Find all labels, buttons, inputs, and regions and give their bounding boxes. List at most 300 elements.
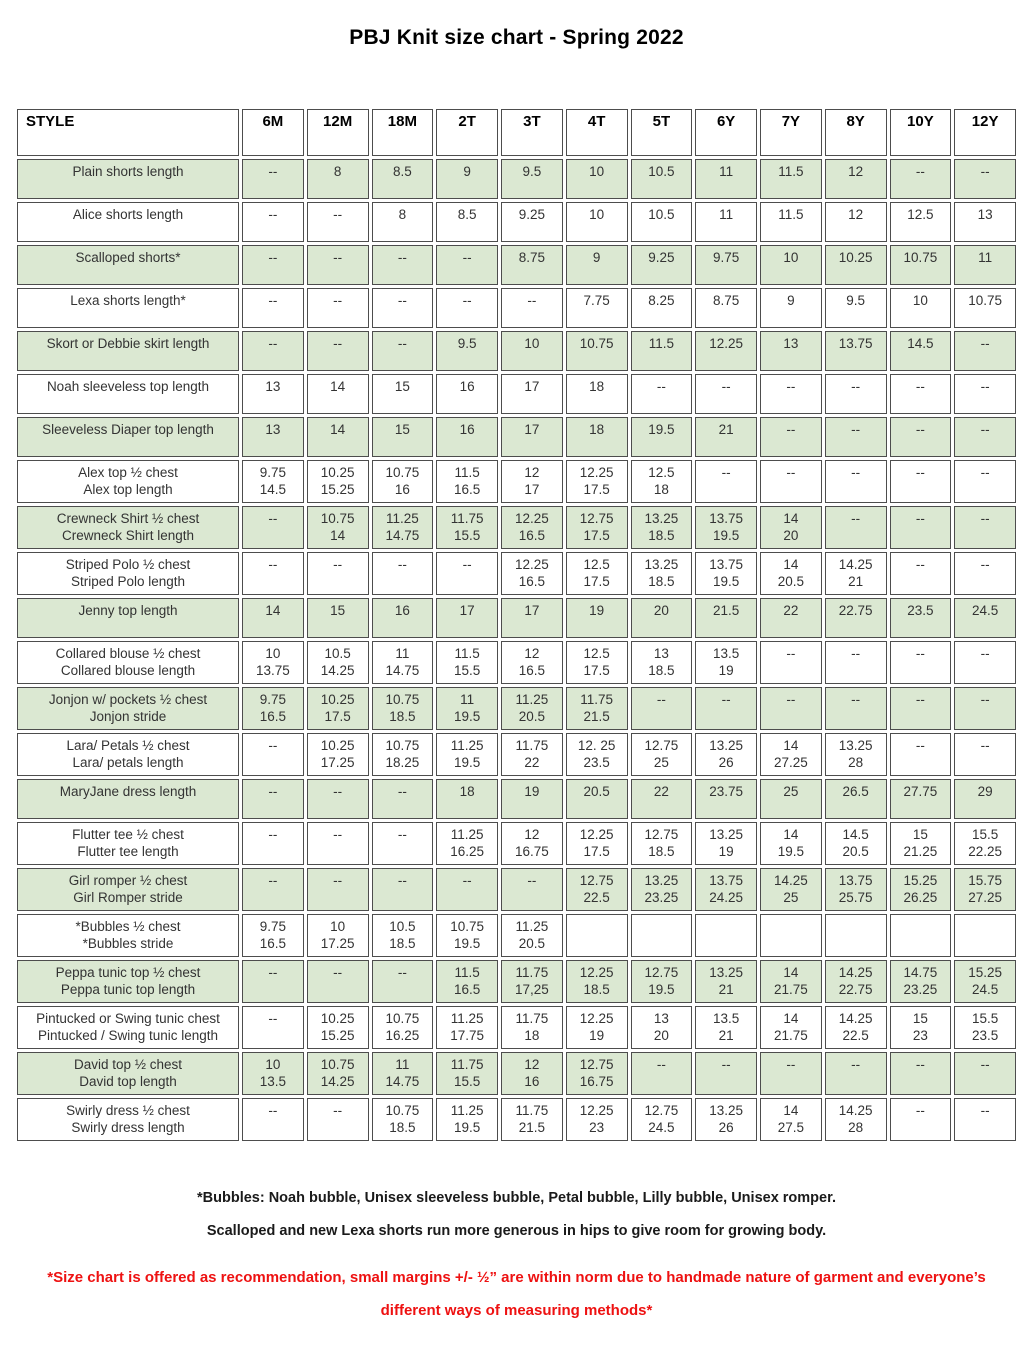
size-value-cell: 12. 25 23.5 — [566, 733, 628, 776]
table-row — [17, 374, 1016, 414]
size-value-cell: 11.25 17.75 — [436, 1006, 498, 1049]
column-header-size: 7Y — [760, 109, 822, 156]
size-value-cell: -- — [954, 552, 1016, 595]
size-value-cell — [954, 914, 1016, 957]
size-value-cell: 13.25 18.5 — [631, 506, 693, 549]
size-value-cell: -- — [372, 960, 434, 1003]
size-value-cell: 14.25 28 — [825, 1098, 887, 1141]
size-value-cell: 10.25 — [825, 245, 887, 285]
size-value-cell: 11.25 14.75 — [372, 506, 434, 549]
size-value-cell: 10.25 15.25 — [307, 460, 369, 503]
size-value-cell: -- — [372, 822, 434, 865]
size-value-cell: 10.5 — [631, 202, 693, 242]
size-value-cell: -- — [307, 552, 369, 595]
size-value-cell: 11.25 19.5 — [436, 733, 498, 776]
size-value-cell: -- — [954, 506, 1016, 549]
size-value-cell: 13 — [242, 417, 304, 457]
size-value-cell: 8.25 — [631, 288, 693, 328]
column-header-size: 4T — [566, 109, 628, 156]
style-label-cell: Crewneck Shirt ½ chest Crewneck Shirt length — [17, 506, 239, 549]
size-value-cell: 13.5 19 — [695, 641, 757, 684]
style-label-cell: Sleeveless Diaper top length — [17, 417, 239, 457]
size-value-cell: 7.75 — [566, 288, 628, 328]
size-value-cell: 12 — [825, 159, 887, 199]
size-value-cell: 12.5 17.5 — [566, 552, 628, 595]
size-value-cell: -- — [501, 288, 563, 328]
size-value-cell: 13 — [954, 202, 1016, 242]
table-row — [17, 159, 1016, 199]
size-value-cell: 12.25 18.5 — [566, 960, 628, 1003]
table-row — [17, 914, 1016, 957]
size-value-cell: 10 — [760, 245, 822, 285]
size-value-cell: 14 — [307, 417, 369, 457]
size-value-cell: 17 — [501, 374, 563, 414]
size-value-cell: 15.25 26.25 — [890, 868, 952, 911]
size-value-cell — [825, 914, 887, 957]
style-label-cell: Peppa tunic top ½ chest Peppa tunic top length — [17, 960, 239, 1003]
size-value-cell: -- — [954, 1052, 1016, 1095]
column-header-size: 12Y — [954, 109, 1016, 156]
size-value-cell: -- — [631, 1052, 693, 1095]
size-value-cell: 11.25 16.25 — [436, 822, 498, 865]
size-value-cell: 13.75 24.25 — [695, 868, 757, 911]
size-value-cell: 14 20.5 — [760, 552, 822, 595]
size-value-cell: 12.5 — [890, 202, 952, 242]
size-value-cell: 15.5 22.25 — [954, 822, 1016, 865]
size-value-cell: 12 17 — [501, 460, 563, 503]
size-value-cell: 17 — [501, 417, 563, 457]
size-value-cell: 10 — [501, 331, 563, 371]
size-value-cell: -- — [954, 417, 1016, 457]
size-value-cell: 15.5 23.5 — [954, 1006, 1016, 1049]
table-row — [17, 641, 1016, 684]
size-value-cell: 20.5 — [566, 779, 628, 819]
size-value-cell: 11.25 20.5 — [501, 687, 563, 730]
style-label-cell: Girl romper ½ chest Girl Romper stride — [17, 868, 239, 911]
size-value-cell: -- — [825, 460, 887, 503]
size-value-cell: 14 — [307, 374, 369, 414]
size-value-cell: -- — [825, 506, 887, 549]
size-value-cell — [695, 914, 757, 957]
size-value-cell: 8 — [307, 159, 369, 199]
size-value-cell: 18 — [566, 417, 628, 457]
size-value-cell: 12 16 — [501, 1052, 563, 1095]
size-value-cell: 9.5 — [436, 331, 498, 371]
size-value-cell: -- — [436, 245, 498, 285]
size-value-cell: 9.75 14.5 — [242, 460, 304, 503]
footnote-shorts: Scalloped and new Lexa shorts run more generous in hips to give room for growing body. — [206, 1223, 827, 1239]
size-value-cell: 11.5 16.5 — [436, 460, 498, 503]
size-value-cell — [566, 914, 628, 957]
size-value-cell: -- — [760, 417, 822, 457]
size-value-cell: -- — [372, 779, 434, 819]
size-value-cell: 20 — [631, 598, 693, 638]
size-value-cell: -- — [825, 374, 887, 414]
size-value-cell: -- — [954, 374, 1016, 414]
size-value-cell: -- — [760, 1052, 822, 1095]
size-value-cell: 29 — [954, 779, 1016, 819]
size-value-cell: 13.25 26 — [695, 1098, 757, 1141]
size-value-cell: -- — [242, 1098, 304, 1141]
size-value-cell: 14 19.5 — [760, 822, 822, 865]
column-header-size: 6M — [242, 109, 304, 156]
size-value-cell: 10 — [566, 159, 628, 199]
size-value-cell: -- — [954, 733, 1016, 776]
size-value-cell: 13 18.5 — [631, 641, 693, 684]
size-value-cell: 22.75 — [825, 598, 887, 638]
size-value-cell: 12.75 25 — [631, 733, 693, 776]
size-value-cell: -- — [890, 1052, 952, 1095]
size-value-cell: 14 20 — [760, 506, 822, 549]
size-value-cell: 10 13.75 — [242, 641, 304, 684]
size-value-cell: -- — [242, 779, 304, 819]
size-value-cell: 10.75 — [890, 245, 952, 285]
size-value-cell: 8.5 — [436, 202, 498, 242]
size-value-cell: 11.75 15.5 — [436, 506, 498, 549]
size-value-cell: 17 — [501, 598, 563, 638]
size-value-cell: -- — [436, 288, 498, 328]
table-row — [17, 733, 1016, 776]
size-value-cell: -- — [307, 960, 369, 1003]
style-label-cell: Lexa shorts length* — [17, 288, 239, 328]
size-value-cell: -- — [242, 733, 304, 776]
size-value-cell: 10 17.25 — [307, 914, 369, 957]
size-value-cell: 21 — [695, 417, 757, 457]
size-value-cell: 10.75 18.5 — [372, 1098, 434, 1141]
style-label-cell: Lara/ Petals ½ chest Lara/ petals length — [17, 733, 239, 776]
size-value-cell: -- — [307, 331, 369, 371]
table-row — [17, 202, 1016, 242]
size-value-cell: -- — [372, 331, 434, 371]
size-value-cell: 9 — [436, 159, 498, 199]
size-value-cell: 11.75 17,25 — [501, 960, 563, 1003]
size-value-cell: -- — [954, 1098, 1016, 1141]
size-value-cell: -- — [242, 506, 304, 549]
size-value-cell: 13.25 18.5 — [631, 552, 693, 595]
size-value-cell: 16 — [436, 417, 498, 457]
table-row — [17, 417, 1016, 457]
size-value-cell: -- — [695, 1052, 757, 1095]
size-value-cell: 10.5 14.25 — [307, 641, 369, 684]
table-row — [17, 506, 1016, 549]
size-value-cell: 13.25 23.25 — [631, 868, 693, 911]
size-value-cell: -- — [890, 460, 952, 503]
size-value-cell: 12.25 16.5 — [501, 506, 563, 549]
size-value-cell: -- — [307, 868, 369, 911]
size-value-cell: 14.5 20.5 — [825, 822, 887, 865]
size-value-cell: -- — [307, 245, 369, 285]
size-value-cell: 8.75 — [695, 288, 757, 328]
table-row — [17, 331, 1016, 371]
table-row — [17, 598, 1016, 638]
column-header-style: STYLE — [17, 109, 239, 156]
style-label-cell: Jenny top length — [17, 598, 239, 638]
column-header-size: 5T — [631, 109, 693, 156]
size-value-cell: 12.75 22.5 — [566, 868, 628, 911]
size-value-cell: 10.75 16 — [372, 460, 434, 503]
size-value-cell: 11.75 18 — [501, 1006, 563, 1049]
size-value-cell: -- — [242, 1006, 304, 1049]
size-value-cell: 11.25 19.5 — [436, 1098, 498, 1141]
style-label-cell: David top ½ chest David top length — [17, 1052, 239, 1095]
style-label-cell: Striped Polo ½ chest Striped Polo length — [17, 552, 239, 595]
size-value-cell: 12.25 23 — [566, 1098, 628, 1141]
size-value-cell: -- — [372, 245, 434, 285]
column-header-size: 18M — [372, 109, 434, 156]
size-value-cell: 23.75 — [695, 779, 757, 819]
style-label-cell: Collared blouse ½ chest Collared blouse length — [17, 641, 239, 684]
size-value-cell — [890, 914, 952, 957]
size-value-cell: 13.25 19 — [695, 822, 757, 865]
size-value-cell: -- — [825, 1052, 887, 1095]
size-value-cell: -- — [890, 417, 952, 457]
style-label-cell: Alex top ½ chest Alex top length — [17, 460, 239, 503]
size-value-cell: -- — [372, 288, 434, 328]
size-value-cell: 11.75 21.5 — [501, 1098, 563, 1141]
size-value-cell: 14 27.25 — [760, 733, 822, 776]
size-value-cell: -- — [890, 733, 952, 776]
style-label-cell: Alice shorts length — [17, 202, 239, 242]
table-row — [17, 552, 1016, 595]
size-value-cell: -- — [954, 331, 1016, 371]
size-value-cell: -- — [954, 641, 1016, 684]
size-value-cell: 14 27.5 — [760, 1098, 822, 1141]
size-value-cell: 10 — [890, 288, 952, 328]
size-value-cell: 15 — [372, 417, 434, 457]
size-value-cell: -- — [242, 331, 304, 371]
size-value-cell: 16 — [372, 598, 434, 638]
size-value-cell: -- — [242, 245, 304, 285]
size-value-cell: 14.25 25 — [760, 868, 822, 911]
size-value-cell: 9.75 — [695, 245, 757, 285]
style-label-cell: Noah sleeveless top length — [17, 374, 239, 414]
size-value-cell: 9.5 — [501, 159, 563, 199]
size-chart-table — [14, 106, 1019, 1144]
size-value-cell: 10.5 18.5 — [372, 914, 434, 957]
column-header-size: 3T — [501, 109, 563, 156]
size-value-cell: 8 — [372, 202, 434, 242]
size-value-cell: 17 — [436, 598, 498, 638]
column-header-size: 6Y — [695, 109, 757, 156]
table-row — [17, 960, 1016, 1003]
size-value-cell: 11 — [695, 202, 757, 242]
size-value-cell: 14.75 23.25 — [890, 960, 952, 1003]
size-value-cell: 14.25 22.75 — [825, 960, 887, 1003]
size-value-cell: 9 — [566, 245, 628, 285]
style-label-cell: Skort or Debbie skirt length — [17, 331, 239, 371]
size-value-cell: 9.75 16.5 — [242, 914, 304, 957]
size-value-cell: -- — [760, 687, 822, 730]
size-value-cell: 14.25 21 — [825, 552, 887, 595]
size-value-cell: 9.5 — [825, 288, 887, 328]
size-value-cell: 9 — [760, 288, 822, 328]
size-value-cell: 21.5 — [695, 598, 757, 638]
size-value-cell: 11 — [954, 245, 1016, 285]
header-row — [17, 109, 1016, 156]
size-value-cell: 11.75 21.5 — [566, 687, 628, 730]
footnote-bubbles: *Bubbles: Noah bubble, Unisex sleeveless bubble, Petal bubble, Lilly bubble, Unisex romper. — [197, 1190, 836, 1206]
size-value-cell: -- — [307, 779, 369, 819]
page-title: PBJ Knit size chart - Spring 2022 — [349, 26, 684, 49]
size-value-cell: 10.75 14 — [307, 506, 369, 549]
size-value-cell: -- — [825, 641, 887, 684]
size-value-cell: 11 14.75 — [372, 641, 434, 684]
size-value-cell: -- — [372, 868, 434, 911]
size-value-cell: 14.25 22.5 — [825, 1006, 887, 1049]
size-value-cell: 10 — [566, 202, 628, 242]
size-value-cell: 10 13.5 — [242, 1052, 304, 1095]
size-value-cell: 12.25 17.5 — [566, 822, 628, 865]
style-label-cell: MaryJane dress length — [17, 779, 239, 819]
size-value-cell: 13.75 19.5 — [695, 506, 757, 549]
style-label-cell: *Bubbles ½ chest *Bubbles stride — [17, 914, 239, 957]
size-value-cell: -- — [631, 374, 693, 414]
size-value-cell: 11 — [695, 159, 757, 199]
column-header-size: 2T — [436, 109, 498, 156]
size-value-cell: 12.75 17.5 — [566, 506, 628, 549]
column-header-size: 8Y — [825, 109, 887, 156]
size-value-cell: 10.75 18.25 — [372, 733, 434, 776]
size-value-cell: 11 19.5 — [436, 687, 498, 730]
size-value-cell: 10.75 14.25 — [307, 1052, 369, 1095]
size-value-cell: -- — [954, 460, 1016, 503]
size-value-cell: 19.5 — [631, 417, 693, 457]
size-value-cell: 10.75 16.25 — [372, 1006, 434, 1049]
size-value-cell: 15 — [307, 598, 369, 638]
size-value-cell: 11.5 — [760, 202, 822, 242]
size-value-cell: -- — [242, 288, 304, 328]
size-value-cell: 23.5 — [890, 598, 952, 638]
size-value-cell: 10.75 — [566, 331, 628, 371]
size-value-cell: 16 — [436, 374, 498, 414]
size-value-cell: -- — [436, 868, 498, 911]
size-value-cell: -- — [760, 374, 822, 414]
size-value-cell: 22 — [631, 779, 693, 819]
table-row — [17, 1098, 1016, 1141]
size-value-cell: 8.5 — [372, 159, 434, 199]
size-value-cell: 18 — [566, 374, 628, 414]
size-value-cell: 10.25 17.25 — [307, 733, 369, 776]
size-value-cell: -- — [890, 506, 952, 549]
table-row — [17, 460, 1016, 503]
size-value-cell: -- — [307, 288, 369, 328]
size-value-cell: -- — [954, 687, 1016, 730]
size-value-cell: -- — [890, 641, 952, 684]
size-value-cell: -- — [825, 687, 887, 730]
size-value-cell: 15 — [372, 374, 434, 414]
size-value-cell: -- — [307, 202, 369, 242]
footnote-disclaimer: *Size chart is offered as recommendation, small margins +/- ½” are within norm due to handmade nature of garment and everyone’s different ways of measuring methods* — [47, 1269, 986, 1319]
size-value-cell: -- — [825, 417, 887, 457]
size-value-cell: 9.25 — [631, 245, 693, 285]
size-value-cell: 13.25 26 — [695, 733, 757, 776]
size-value-cell: 12.75 19.5 — [631, 960, 693, 1003]
size-value-cell: 12.5 17.5 — [566, 641, 628, 684]
size-value-cell: -- — [501, 868, 563, 911]
size-value-cell: 11.75 22 — [501, 733, 563, 776]
style-label-cell: Jonjon w/ pockets ½ chest Jonjon stride — [17, 687, 239, 730]
table-row — [17, 1052, 1016, 1095]
size-value-cell: 12 16.75 — [501, 822, 563, 865]
size-value-cell: 12.25 17.5 — [566, 460, 628, 503]
size-value-cell: 26.5 — [825, 779, 887, 819]
table-row — [17, 687, 1016, 730]
size-value-cell: 12.25 — [695, 331, 757, 371]
size-value-cell: 11 14.75 — [372, 1052, 434, 1095]
size-value-cell: -- — [242, 202, 304, 242]
size-value-cell: 12.75 24.5 — [631, 1098, 693, 1141]
size-value-cell: 9.25 — [501, 202, 563, 242]
column-header-size: 12M — [307, 109, 369, 156]
size-value-cell: 13 20 — [631, 1006, 693, 1049]
size-value-cell: 10.5 — [631, 159, 693, 199]
size-value-cell: 15.25 24.5 — [954, 960, 1016, 1003]
size-value-cell: 12 — [825, 202, 887, 242]
size-value-cell: -- — [242, 822, 304, 865]
size-value-cell: 15 21.25 — [890, 822, 952, 865]
table-row — [17, 1006, 1016, 1049]
column-header-size: 10Y — [890, 109, 952, 156]
style-label-cell: Pintucked or Swing tunic chest Pintucked / Swing tunic length — [17, 1006, 239, 1049]
style-label-cell: Scalloped shorts* — [17, 245, 239, 285]
size-value-cell: 8.75 — [501, 245, 563, 285]
size-value-cell: -- — [242, 868, 304, 911]
size-value-cell: 13.75 19.5 — [695, 552, 757, 595]
size-value-cell: -- — [242, 960, 304, 1003]
size-value-cell: 11.5 — [631, 331, 693, 371]
size-value-cell: 10.75 — [954, 288, 1016, 328]
style-label-cell: Flutter tee ½ chest Flutter tee length — [17, 822, 239, 865]
table-row — [17, 779, 1016, 819]
size-value-cell: 13.5 21 — [695, 1006, 757, 1049]
size-value-cell: -- — [436, 552, 498, 595]
size-value-cell: 13 — [760, 331, 822, 371]
size-value-cell: 19 — [501, 779, 563, 819]
size-value-cell: 15.75 27.25 — [954, 868, 1016, 911]
table-row — [17, 822, 1016, 865]
size-value-cell: -- — [695, 687, 757, 730]
size-value-cell: 14.5 — [890, 331, 952, 371]
size-value-cell: 18 — [436, 779, 498, 819]
size-value-cell: 13.25 28 — [825, 733, 887, 776]
size-value-cell: -- — [372, 552, 434, 595]
size-value-cell: 25 — [760, 779, 822, 819]
size-value-cell: 24.5 — [954, 598, 1016, 638]
size-value-cell: 11.5 16.5 — [436, 960, 498, 1003]
size-value-cell: 27.75 — [890, 779, 952, 819]
size-value-cell: 13.75 25.75 — [825, 868, 887, 911]
size-value-cell: 11.75 15.5 — [436, 1052, 498, 1095]
size-value-cell: -- — [954, 159, 1016, 199]
size-value-cell: 13.25 21 — [695, 960, 757, 1003]
size-value-cell: -- — [307, 822, 369, 865]
size-value-cell — [631, 914, 693, 957]
size-value-cell: -- — [242, 552, 304, 595]
table-row — [17, 288, 1016, 328]
size-value-cell — [760, 914, 822, 957]
size-value-cell: -- — [890, 159, 952, 199]
size-value-cell: 15 23 — [890, 1006, 952, 1049]
style-label-cell: Swirly dress ½ chest Swirly dress length — [17, 1098, 239, 1141]
size-value-cell: -- — [760, 641, 822, 684]
style-label-cell: Plain shorts length — [17, 159, 239, 199]
size-value-cell: 9.75 16.5 — [242, 687, 304, 730]
size-value-cell: 13 — [242, 374, 304, 414]
table-row — [17, 868, 1016, 911]
size-value-cell: 12.25 19 — [566, 1006, 628, 1049]
size-value-cell: 12.5 18 — [631, 460, 693, 503]
size-value-cell: 22 — [760, 598, 822, 638]
